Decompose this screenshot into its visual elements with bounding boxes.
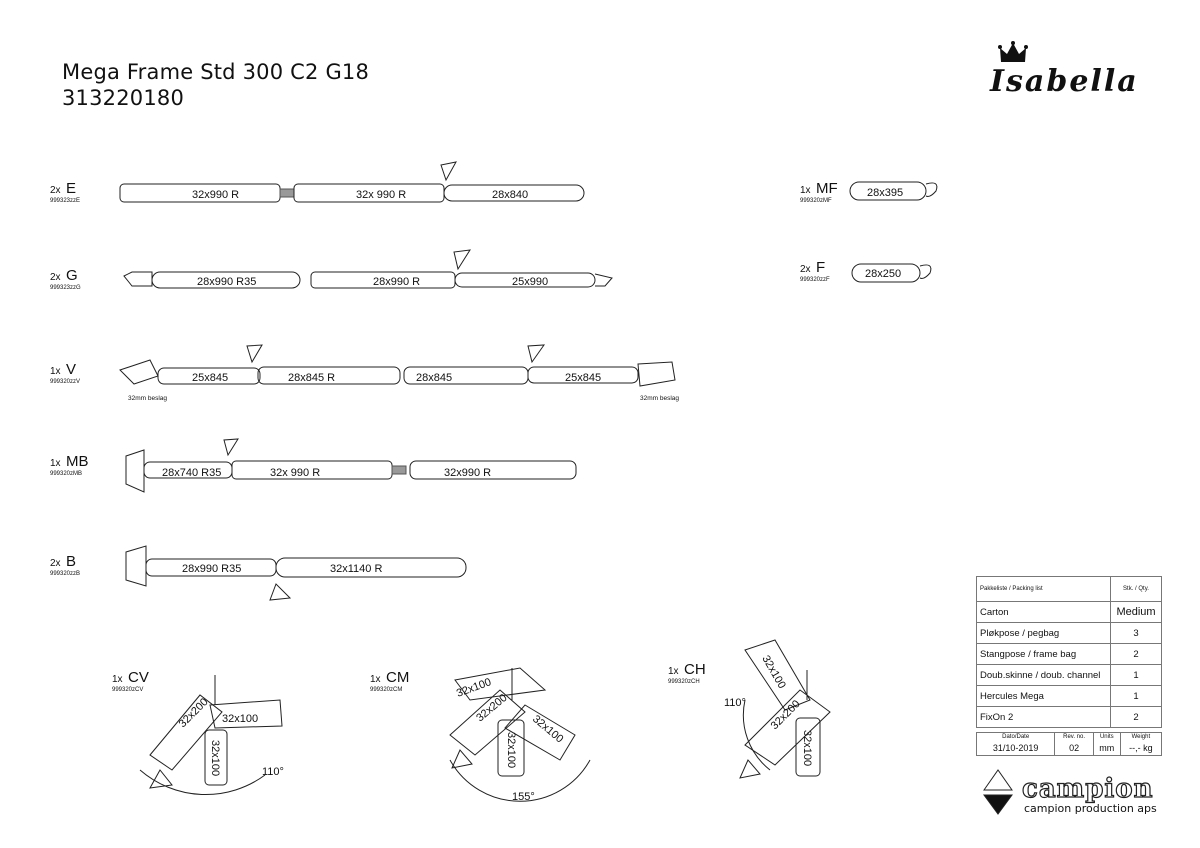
campion-logo: campion: [1022, 774, 1154, 804]
weight-header: Weight: [1120, 733, 1161, 742]
pole-dimension-label: 28x845 R: [288, 372, 336, 384]
part-qty: 1x: [800, 185, 811, 196]
packing-item: Carton: [977, 602, 1111, 623]
part-letter: B: [66, 553, 77, 570]
corner-dimension-label: 32x200: [176, 696, 211, 731]
packing-qty: 2: [1111, 644, 1162, 665]
corner-dimension-label: 32x100: [209, 740, 221, 777]
pole-dimension-label: 28x845: [416, 372, 453, 384]
part-qty: 1x: [50, 458, 61, 469]
packing-qty: 1: [1111, 665, 1162, 686]
pole-dimension-label: 28x990 R: [373, 276, 421, 288]
corner-code: 999320zCM: [370, 687, 403, 693]
corner-angle-label: 110°: [262, 766, 284, 778]
rev-header: Rev. no.: [1055, 733, 1094, 742]
part-code: 999320zzV: [50, 379, 81, 385]
bracket-note: 32mm beslag: [640, 395, 680, 402]
corner-letter: CH: [684, 661, 706, 678]
pole-dimension-label: 25x845: [565, 372, 602, 384]
packing-qty: 2: [1111, 707, 1162, 728]
mb-bracket: [126, 450, 144, 492]
part-code: 999320zMB: [50, 471, 83, 477]
pole-dimension-label: 32x1140 R: [330, 563, 383, 575]
part-letter: F: [816, 259, 826, 276]
corner-dimension-label: 32x100: [530, 713, 566, 746]
corner-dimension-label: 32x100: [801, 730, 813, 767]
part-code: 999320zzF: [800, 277, 830, 283]
pole-g-tip: [124, 272, 152, 286]
part-letter: V: [66, 361, 77, 378]
packing-item: Pløkpose / pegbag: [977, 623, 1111, 644]
rev-value: 02: [1055, 741, 1094, 756]
campion-logo-up-icon: [984, 770, 1012, 790]
packing-qty-header: Stk. / Qty.: [1111, 577, 1162, 602]
units-value: mm: [1093, 741, 1120, 756]
pole-dimension-label: 28x840: [492, 189, 529, 201]
packing-item: Hercules Mega: [977, 686, 1111, 707]
date-header: Dato/Date: [977, 733, 1055, 742]
part-letter: MB: [66, 453, 89, 470]
part-letter: MF: [816, 180, 838, 197]
pole-dimension-label: 32x990 R: [444, 467, 492, 479]
pole-dimension-label: 28x395: [867, 187, 904, 199]
corner-dimension-label: 32x200: [474, 691, 510, 725]
v-bracket-right: [638, 362, 675, 386]
weight-value: --,- kg: [1120, 741, 1161, 756]
corner-code: 999320zCV: [112, 687, 144, 693]
drawing-number: 313220180: [62, 86, 185, 110]
corner-dimension-label: 32x200: [768, 698, 803, 733]
pole-mb-3: [410, 461, 576, 479]
corner-code: 999320zCH: [668, 679, 700, 685]
packing-item: Stangpose / frame bag: [977, 644, 1111, 665]
part-letter: E: [66, 180, 77, 197]
part-code: 999320zzB: [50, 571, 81, 577]
drawing-title: Mega Frame Std 300 C2 G18: [62, 60, 370, 84]
b-bracket: [126, 546, 146, 586]
part-code: 999323zzE: [50, 198, 81, 204]
isabella-logo: Isabella: [990, 64, 1139, 99]
part-qty: 2x: [50, 558, 61, 569]
part-code: 999320zMF: [800, 198, 832, 204]
corner-dimension-label: 32x100: [454, 676, 493, 700]
corner-letter: CM: [386, 669, 410, 686]
packing-item: FixOn 2: [977, 707, 1111, 728]
part-letter: G: [66, 267, 78, 284]
pole-dimension-label: 28x990 R35: [182, 563, 242, 575]
packing-list-table: [976, 576, 1162, 728]
date-value: 31/10-2019: [977, 741, 1055, 756]
corner-dimension-label: 32x100: [759, 653, 788, 691]
pole-dimension-label: 28x990 R35: [197, 276, 257, 288]
packing-qty: 1: [1111, 686, 1162, 707]
pole-dimension-label: 28x740 R35: [162, 467, 222, 479]
corner-dimension-label: 32x100: [222, 713, 259, 725]
corner-qty: 1x: [668, 666, 679, 677]
bracket-note: 32mm beslag: [128, 395, 168, 402]
pole-dimension-label: 25x845: [192, 372, 229, 384]
corner-ch-arm2: [745, 690, 830, 765]
part-qty: 2x: [50, 185, 61, 196]
pole-dimension-label: 32x990 R: [192, 189, 240, 201]
campion-subtitle: campion production aps: [1024, 802, 1157, 815]
corner-qty: 1x: [370, 674, 381, 685]
part-code: 999323zzG: [50, 285, 81, 291]
packing-qty: 3: [1111, 623, 1162, 644]
corner-dimension-label: 32x100: [505, 732, 517, 769]
pole-dimension-label: 28x250: [865, 268, 902, 280]
part-qty: 1x: [50, 366, 61, 377]
pole-dimension-label: 32x 990 R: [356, 189, 407, 201]
corner-letter: CV: [128, 669, 149, 686]
part-qty: 2x: [50, 272, 61, 283]
drawing-info-table: [976, 732, 1162, 756]
corner-qty: 1x: [112, 674, 123, 685]
packing-list-header: Pakkeliste / Packing list: [977, 577, 1111, 602]
pole-dimension-label: 32x 990 R: [270, 467, 321, 479]
pole-dimension-label: 25x990: [512, 276, 549, 288]
v-bracket-left: [120, 360, 158, 384]
corner-angle-label: 110°: [724, 697, 746, 709]
part-qty: 2x: [800, 264, 811, 275]
corner-angle-label: 155°: [512, 791, 535, 803]
units-header: Units: [1093, 733, 1120, 742]
packing-item: Doub.skinne / doub. channel: [977, 665, 1111, 686]
packing-qty: Medium: [1111, 602, 1162, 623]
campion-logo-down-icon: [984, 795, 1012, 814]
